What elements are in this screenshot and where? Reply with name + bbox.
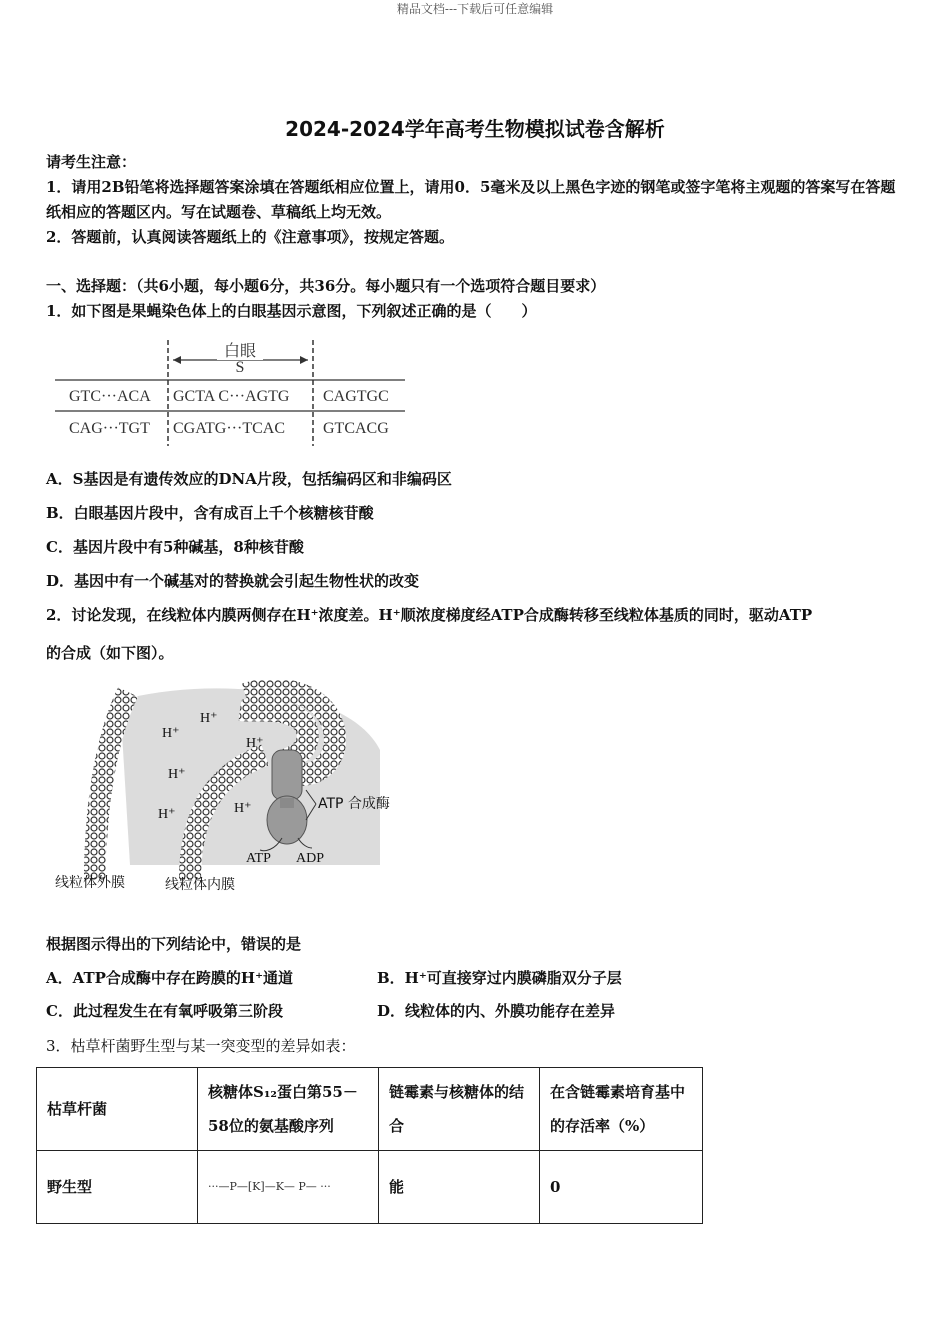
h-ion-6: H⁺: [234, 801, 252, 816]
q1-option-b: B．白眼基因片段中，含有成百上千个核糖核苷酸: [46, 504, 374, 522]
q2-option-a: A．ATP合成酶中存在跨膜的H⁺通道: [46, 969, 293, 987]
h-ion-3: H⁺: [168, 767, 186, 782]
q3-table: [36, 1067, 703, 1224]
q2-prompt: 根据图示得出的下列结论中，错误的是: [46, 935, 302, 953]
outer-membrane-label: 线粒体外膜: [55, 875, 125, 891]
q1-stem: 1．如下图是果蝇染色体上的白眼基因示意图，下列叙述正确的是（ ）: [46, 302, 537, 320]
gene-label: 白眼: [223, 343, 257, 360]
q1-option-c: C．基因片段中有5种碱基，8种核苷酸: [46, 538, 304, 556]
seq-r2-right: GTCACG: [323, 420, 389, 437]
table-header-cell: 核糖体S₁₂蛋白第55－58位的氨基酸序列: [198, 1068, 379, 1151]
gene-symbol: S: [235, 359, 245, 376]
inner-membrane-label: 线粒体内膜: [165, 877, 235, 893]
section-heading: 一、选择题：（共6小题，每小题6分，共36分。每小题只有一个选项符合题目要求）: [46, 277, 606, 295]
h-ion-4: H⁺: [158, 807, 176, 822]
table-cell: 野生型: [37, 1151, 198, 1224]
table-header-cell: 链霉素与核糖体的结合: [379, 1068, 540, 1151]
h-ion-2: H⁺: [162, 726, 180, 741]
h-ion-5: H⁺: [246, 736, 264, 751]
q2-stem-line1: 2．讨论发现，在线粒体内膜两侧存在H⁺浓度差。H⁺顺浓度梯度经ATP合成酶转移至线粒体基质的同时，驱动ATP: [46, 606, 813, 624]
q2-option-d: D．线粒体的内、外膜功能存在差异: [377, 1002, 616, 1020]
table-row: [37, 1151, 703, 1224]
notice-item-1: 1．请用2B铅笔将选择题答案涂填在答题纸相应位置上，请用0．5毫米及以上黑色字迹的钢笔或签字笔将主观题的答案写在答题纸相应的答题区内。写在试题卷、草稿纸上均无效。: [46, 178, 896, 221]
seq-r1-right: CAGTGC: [323, 388, 389, 405]
seq-r1-left: GTC···ACA: [69, 388, 151, 405]
q1-option-d: D．基因中有一个碱基对的替换就会引起生物性状的改变: [46, 572, 420, 590]
h-ion-1: H⁺: [200, 711, 218, 726]
atp-label: ATP: [246, 851, 271, 866]
table-header-row: [37, 1068, 703, 1151]
seq-r1-mid: GCTA C···AGTG: [173, 388, 290, 405]
atp-synthase-label: ATP 合成酶: [318, 796, 390, 812]
white-eye-gene-figure: [55, 338, 415, 448]
table-cell: 0: [540, 1151, 703, 1224]
q2-option-c: C．此过程发生在有氧呼吸第三阶段: [46, 1002, 283, 1020]
table-header-cell: 在含链霉素培育基中的存活率（%）: [540, 1068, 703, 1151]
table-cell: ···—P—[K]—K— P— ···: [198, 1151, 379, 1224]
q1-option-a: A．S基因是有遗传效应的DNA片段，包括编码区和非编码区: [46, 470, 452, 488]
q2-option-b: B．H⁺可直接穿过内膜磷脂双分子层: [377, 969, 622, 987]
page-title: 2024-2024学年高考生物模拟试卷含解析: [285, 117, 665, 141]
table-header-cell: 枯草杆菌: [37, 1068, 198, 1151]
table-cell: 能: [379, 1151, 540, 1224]
notice-heading: 请考生注意：: [46, 153, 137, 171]
mitochondria-membrane-figure: [50, 680, 420, 895]
notice-item-2: 2．答题前，认真阅读答题纸上的《注意事项》，按规定答题。: [46, 228, 454, 246]
q2-stem-line2: 的合成（如下图）。: [46, 644, 174, 662]
adp-label: ADP: [296, 851, 325, 866]
q3-stem: 3．枯草杆菌野生型与某一突变型的差异如表：: [46, 1037, 356, 1055]
seq-r2-left: CAG···TGT: [69, 420, 150, 437]
seq-r2-mid: CGATG···TCAC: [173, 420, 285, 437]
page-header: 精品文档---下载后可任意编辑: [396, 2, 554, 16]
